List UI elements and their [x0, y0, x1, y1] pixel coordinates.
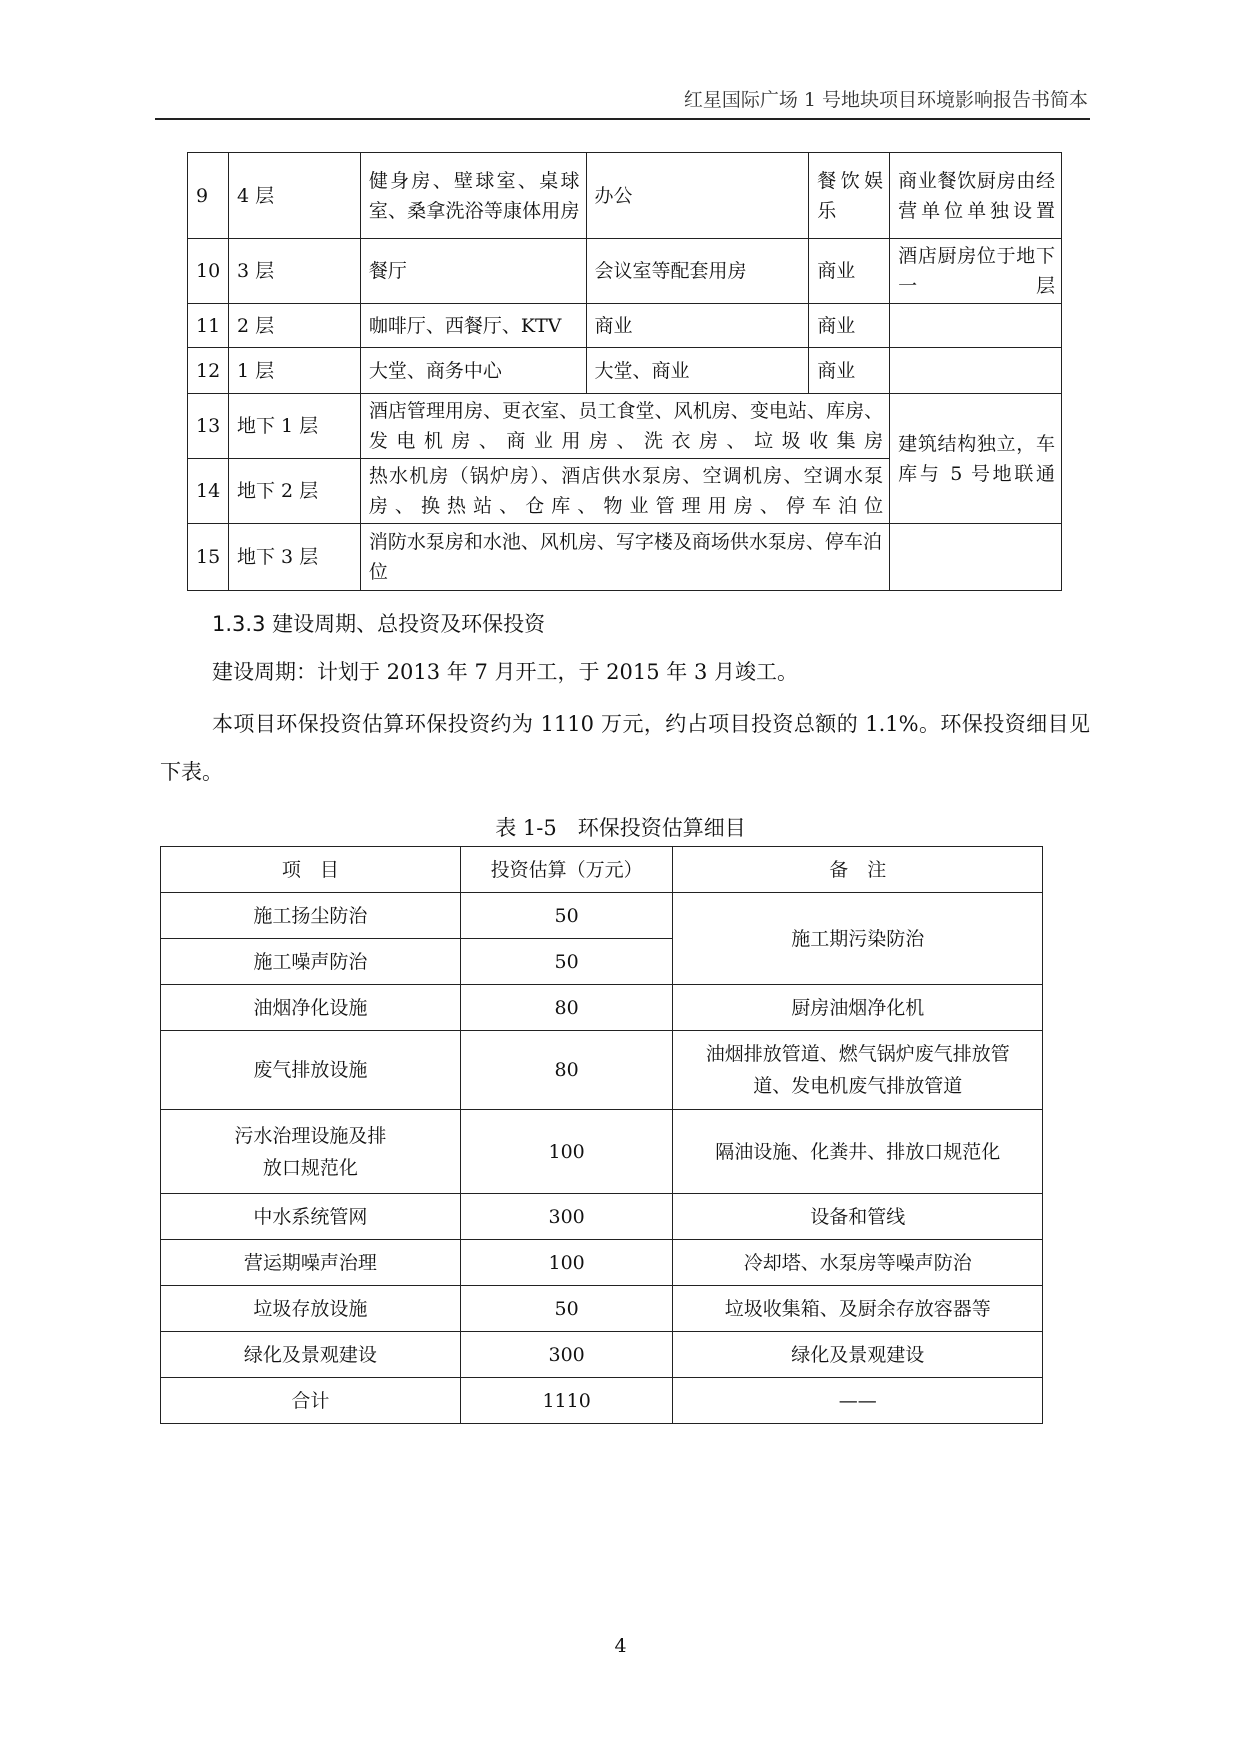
- column-header: 投资估算（万元）: [460, 847, 673, 893]
- amount-cell: 80: [460, 985, 673, 1031]
- function-cell: 大堂、商业: [586, 348, 809, 394]
- amount-cell: 80: [460, 1031, 673, 1110]
- item-cell: 施工扬尘防治: [161, 893, 461, 939]
- note-cell: 施工期污染防治: [673, 893, 1043, 985]
- note-cell: 冷却塔、水泵房等噪声防治: [673, 1240, 1043, 1286]
- note-cell: 隔油设施、化粪井、排放口规范化: [673, 1110, 1043, 1194]
- item-cell: 污水治理设施及排放口规范化: [161, 1110, 461, 1194]
- floor-cell: 3 层: [228, 239, 360, 304]
- function-cell: 大堂、商务中心: [360, 348, 586, 394]
- table-row: [161, 893, 1043, 939]
- function-cell: 商业: [809, 304, 890, 348]
- table-row: [161, 1110, 1043, 1194]
- function-cell: 会议室等配套用房: [586, 239, 809, 304]
- function-cell: 热水机房（锅炉房）、酒店供水泵房、空调机房、空调水泵房、换热站、仓库、物业管理用房、停车泊位: [360, 459, 889, 524]
- table-row: [161, 1286, 1043, 1332]
- note-cell: 绿化及景观建设: [673, 1332, 1043, 1378]
- column-header: 项 目: [161, 847, 461, 893]
- item-cell: 营运期噪声治理: [161, 1240, 461, 1286]
- note-cell: [890, 524, 1062, 591]
- row-no: 15: [188, 524, 229, 591]
- function-cell: 消防水泵房和水池、风机房、写字楼及商场供水泵房、停车泊位: [360, 524, 889, 591]
- function-cell: 餐厅: [360, 239, 586, 304]
- column-header: 备 注: [673, 847, 1043, 893]
- row-no: 9: [188, 153, 229, 239]
- construction-period-paragraph: 建设周期：计划于 2013 年 7 月开工，于 2015 年 3 月竣工。: [212, 660, 799, 684]
- table-header-row: [161, 847, 1043, 893]
- table-row: [161, 985, 1043, 1031]
- function-cell: 商业: [809, 239, 890, 304]
- note-cell: 油烟排放管道、燃气锅炉废气排放管道、发电机废气排放管道: [673, 1031, 1043, 1110]
- section-heading: 1.3.3 建设周期、总投资及环保投资: [212, 612, 546, 636]
- table-row: [188, 304, 1062, 348]
- amount-cell: 100: [460, 1110, 673, 1194]
- note-cell: ——: [673, 1378, 1043, 1424]
- header-title: 红星国际广场 1 号地块项目环境影响报告书简本: [683, 89, 1088, 111]
- amount-cell: 1110: [460, 1378, 673, 1424]
- table-row: [188, 394, 1062, 459]
- function-cell: 商业: [586, 304, 809, 348]
- row-no: 13: [188, 394, 229, 459]
- item-cell: 油烟净化设施: [161, 985, 461, 1031]
- function-cell: 商业: [809, 348, 890, 394]
- item-cell: 施工噪声防治: [161, 939, 461, 985]
- table-row: [188, 239, 1062, 304]
- table-row: [161, 1332, 1043, 1378]
- item-cell: 垃圾存放设施: [161, 1286, 461, 1332]
- amount-cell: 100: [460, 1240, 673, 1286]
- page-header: [155, 84, 1090, 120]
- note-cell: [890, 304, 1062, 348]
- table-row: [161, 1240, 1043, 1286]
- function-cell: 咖啡厅、西餐厅、KTV: [360, 304, 586, 348]
- note-cell: [890, 348, 1062, 394]
- function-cell: 办公: [586, 153, 809, 239]
- amount-cell: 50: [460, 893, 673, 939]
- note-cell: 厨房油烟净化机: [673, 985, 1043, 1031]
- note-cell: 酒店厨房位于地下一层: [890, 239, 1062, 304]
- floor-cell: 2 层: [228, 304, 360, 348]
- function-cell: 健身房、壁球室、桌球室、桑拿洗浴等康体用房: [360, 153, 586, 239]
- amount-cell: 300: [460, 1194, 673, 1240]
- table-row: [188, 524, 1062, 591]
- floor-function-table: [187, 152, 1062, 591]
- row-no: 10: [188, 239, 229, 304]
- floor-cell: 4 层: [228, 153, 360, 239]
- note-cell: 商业餐饮厨房由经营单位单独设置: [890, 153, 1062, 239]
- table-caption: 表 1-5 环保投资估算细目: [495, 816, 746, 840]
- amount-cell: 50: [460, 939, 673, 985]
- row-no: 12: [188, 348, 229, 394]
- floor-cell: 地下 3 层: [228, 524, 360, 591]
- table-row: [188, 153, 1062, 239]
- function-cell: 餐饮娱乐: [809, 153, 890, 239]
- item-cell: 废气排放设施: [161, 1031, 461, 1110]
- investment-paragraph: 本项目环保投资估算环保投资约为 1110 万元，约占项目投资总额的 1.1%。环保投资细目见下表。: [160, 712, 1090, 784]
- amount-cell: 50: [460, 1286, 673, 1332]
- floor-cell: 地下 1 层: [228, 394, 360, 459]
- note-cell: 垃圾收集箱、及厨余存放容器等: [673, 1286, 1043, 1332]
- floor-cell: 1 层: [228, 348, 360, 394]
- table-row: [161, 1194, 1043, 1240]
- item-cell: 中水系统管网: [161, 1194, 461, 1240]
- table-total-row: [161, 1378, 1043, 1424]
- floor-cell: 地下 2 层: [228, 459, 360, 524]
- investment-table: [160, 846, 1043, 1424]
- note-cell: 设备和管线: [673, 1194, 1043, 1240]
- table-row: [161, 1031, 1043, 1110]
- table-row: [188, 348, 1062, 394]
- amount-cell: 300: [460, 1332, 673, 1378]
- page-number: 4: [614, 1635, 627, 1657]
- row-no: 14: [188, 459, 229, 524]
- item-cell: 合计: [161, 1378, 461, 1424]
- item-cell: 绿化及景观建设: [161, 1332, 461, 1378]
- row-no: 11: [188, 304, 229, 348]
- basement-note-cell: 建筑结构独立，车库与 5 号地联通: [890, 394, 1062, 524]
- function-cell: 酒店管理用房、更衣室、员工食堂、风机房、变电站、库房、发电机房、商业用房、洗衣房、垃圾收集房: [360, 394, 889, 459]
